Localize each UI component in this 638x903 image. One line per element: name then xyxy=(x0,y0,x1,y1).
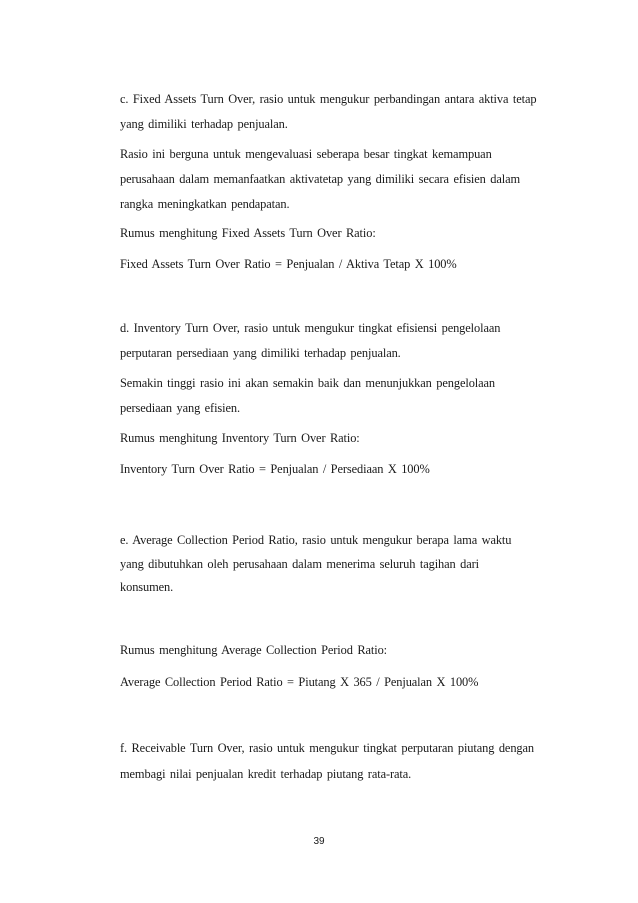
section-c-formula: Fixed Assets Turn Over Ratio = Penjualan / Aktiva Tetap X 100% xyxy=(120,257,457,271)
section-c-formula-intro: Rumus menghitung Fixed Assets Turn Over Ratio: xyxy=(120,226,376,240)
section-c-paragraph-line3: rangka meningkatkan pendapatan. xyxy=(120,197,290,211)
section-f-heading-line1: f. Receivable Turn Over, rasio untuk mengukur tingkat perputaran piutang dengan xyxy=(120,741,535,755)
section-c-paragraph-line1: Rasio ini berguna untuk mengevaluasi seberapa besar tingkat kemampuan xyxy=(120,147,492,161)
section-e-heading-line2: yang dibutuhkan oleh perusahaan dalam menerima seluruh tagihan dari xyxy=(120,557,480,571)
section-e-formula: Average Collection Period Ratio = Piutang X 365 / Penjualan X 100% xyxy=(120,675,479,689)
section-d-paragraph-line2: persediaan yang efisien. xyxy=(120,401,240,415)
section-d-heading-line2: perputaran persediaan yang dimiliki terhadap penjualan. xyxy=(120,346,401,360)
section-e-heading-line3: konsumen. xyxy=(120,580,174,594)
section-d-heading-line1: d. Inventory Turn Over, rasio untuk mengukur tingkat efisiensi pengelolaan xyxy=(120,321,501,335)
section-f-heading-line2: membagi nilai penjualan kredit terhadap piutang rata-rata. xyxy=(120,767,412,781)
section-d-formula-intro: Rumus menghitung Inventory Turn Over Ratio: xyxy=(120,431,360,445)
section-c-paragraph-line2: perusahaan dalam memanfaatkan aktivatetap yang dimiliki secara efisien dalam xyxy=(120,172,521,186)
section-d-paragraph-line1: Semakin tinggi rasio ini akan semakin baik dan menunjukkan pengelolaan xyxy=(120,376,496,390)
section-d-formula: Inventory Turn Over Ratio = Penjualan / Persediaan X 100% xyxy=(120,462,430,476)
section-c-heading-line2: yang dimiliki terhadap penjualan. xyxy=(120,117,288,131)
page-number: 39 xyxy=(313,836,325,847)
section-e-formula-intro: Rumus menghitung Average Collection Period Ratio: xyxy=(120,643,388,657)
section-c-heading-line1: c. Fixed Assets Turn Over, rasio untuk mengukur perbandingan antara aktiva tetap xyxy=(120,92,537,106)
section-e-heading-line1: e. Average Collection Period Ratio, rasio untuk mengukur berapa lama waktu xyxy=(120,533,512,547)
